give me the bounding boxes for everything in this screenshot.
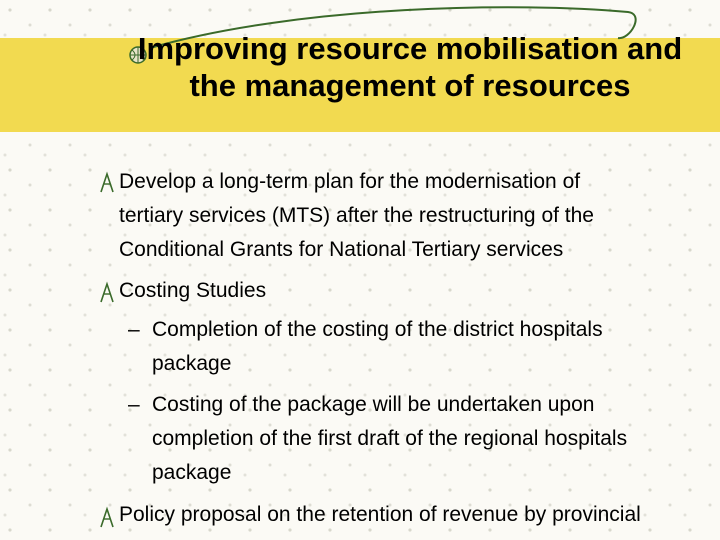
sub-bullet-dash: – [128, 318, 140, 341]
bullet-line: Develop a long-term plan for the modernisation of [119, 170, 581, 193]
bullet-line: Policy proposal on the retention of revenue by provincial [119, 503, 641, 526]
sub-bullet-line: Completion of the costing of the district hospitals [152, 318, 603, 341]
bullet-line: tertiary services (MTS) after the restructuring of the [119, 204, 594, 227]
sub-bullet-line: package [152, 461, 232, 484]
sub-bullet-line: completion of the first draft of the regional hospitals [152, 427, 628, 450]
bullet-line: Conditional Grants for National Tertiary services [119, 238, 564, 261]
sub-bullet-line: package [152, 352, 232, 375]
slide-title: Improving resource mobilisation and the management of resources [137, 31, 683, 103]
sub-bullet-dash: – [128, 393, 140, 416]
leaf-bullet-icon [98, 280, 116, 304]
leaf-bullet-icon [98, 505, 116, 529]
sub-bullet-line: Costing of the package will be undertaken upon [152, 393, 595, 416]
leaf-bullet-icon [98, 170, 116, 194]
bullet-line: Costing Studies [119, 279, 267, 302]
